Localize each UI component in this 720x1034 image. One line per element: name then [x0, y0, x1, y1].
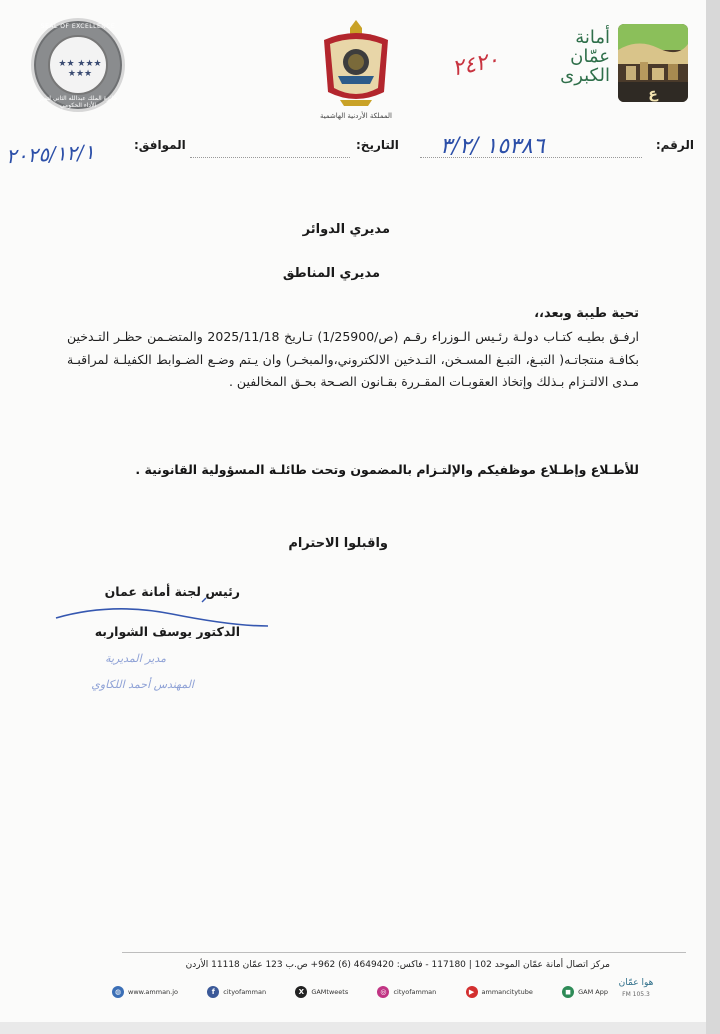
footer-contact-address: مركز اتصال أمانة عمّان الموحد 102 | 117180 - فاكس: 4649420 (6) 962+ ص.ب 123 عمّان 11118 الأردن	[185, 960, 610, 970]
coat-of-arms-icon	[310, 16, 402, 112]
facebook-icon: f	[207, 986, 219, 998]
corresponding-date-value: ٢٠٢٥/١٢/١	[5, 139, 96, 169]
body-paragraph-1: ارفـق بطيـه كتـاب دولـة رئـيس الـوزراء رقـم (ص/1/25900) تـاريخ 2025/11/18 والمتضـمن حظـر التـدخين بكافـة منتجاتـه( التبـغ، التبـغ المسـخن، التـدخين الالكتروني،والمبخـر) وان يـتم وضـع الضـوابط الكفيلـة لمراقبـة مـدى الالتـزام بـذلك وإتخاذ العقوبـات المقـررة بقـانون الصـحة بحـق المخالفين .	[67, 329, 639, 389]
social-link-facebook[interactable]: f cityofamman	[207, 986, 266, 998]
logo-line-3: الكبرى	[560, 65, 610, 86]
ref-dotted-line	[420, 157, 642, 158]
social-links-row	[112, 984, 608, 1000]
ref-number-label: الرقم:	[655, 138, 694, 152]
closing-regards: واقبلوا الاحترام	[288, 536, 388, 551]
stamp-line-2: المهندس أحمد اللكاوي	[91, 678, 194, 691]
seal-bottom-text: جائزة الملك عبدالله الثاني لتميز الأداء الحكومي	[38, 95, 118, 109]
radio-frequency: FM 105.3	[622, 991, 650, 998]
gam-logo-icon	[618, 24, 688, 102]
globe-icon: ◍	[112, 986, 124, 998]
coat-of-arms-emblem	[310, 16, 402, 126]
addressee-directors-of-departments: مديري الدوائر	[302, 222, 390, 237]
handwritten-incoming-number: ٢٤٢٠	[449, 47, 502, 82]
date-dotted-line	[190, 157, 350, 158]
social-link-x[interactable]: X GAMtweets	[295, 986, 348, 998]
addressee-directors-of-regions: مديري المناطق	[282, 266, 380, 281]
social-link-app[interactable]: ◼ GAM App	[562, 986, 608, 998]
seal-of-excellence-logo	[31, 18, 125, 112]
greeting: تحية طيبة وبعد،،	[534, 306, 639, 321]
social-link-instagram[interactable]: ◎ cityofamman	[377, 986, 436, 998]
seal-stars-icon: ★★ ★★★ ★★★	[58, 59, 102, 79]
radio-label: هوا عمّان	[618, 978, 654, 988]
logo-line-2: عمّان	[570, 46, 610, 67]
social-link-youtube[interactable]: ▶ ammancitytube	[466, 986, 533, 998]
body-paragraph-2: للأطـلاع وإطـلاع موظفيكم والإلتـزام بالمضمون وتحت طائلـة المسؤولية القانونية .	[135, 462, 639, 477]
x-icon: X	[295, 986, 307, 998]
stamp-line-1: مدير المديرية	[105, 652, 166, 665]
app-icon: ◼	[562, 986, 574, 998]
emblem-caption: المملكة الأردنية الهاشمية	[319, 112, 393, 120]
seal-ring-text: SEAL OF EXCELLENCE	[40, 23, 116, 30]
corresponding-date-label: الموافق:	[134, 138, 186, 152]
youtube-icon: ▶	[466, 986, 478, 998]
signatory-title: رئيس لجنة أمانة عمان	[104, 584, 240, 599]
date-label: التاريخ:	[356, 138, 399, 152]
social-link-website[interactable]: ◍ www.amman.jo	[112, 986, 178, 998]
seal-center	[48, 35, 108, 95]
footer-divider	[122, 952, 686, 953]
signatory-name: الدكتور يوسف الشواربه	[94, 624, 240, 639]
gam-logo-text	[540, 28, 610, 85]
scan-edge	[706, 0, 720, 1034]
logo-line-1: أمانة	[575, 27, 610, 48]
hawa-amman-radio-badge	[616, 978, 656, 1004]
instagram-icon: ◎	[377, 986, 389, 998]
svg-text:ع: ع	[648, 86, 658, 102]
ref-number-value: ١٥٣٨٦ /٣/٢	[440, 134, 545, 159]
